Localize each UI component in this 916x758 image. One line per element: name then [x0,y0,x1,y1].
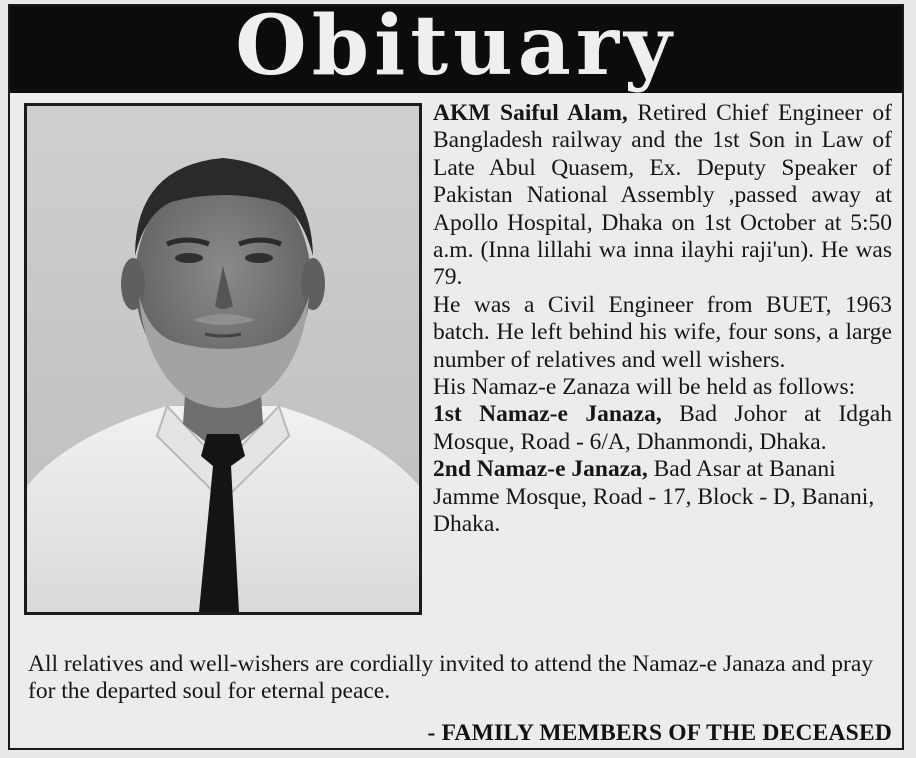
second-janaza-paragraph [433,456,892,538]
invitation-text-block [28,651,894,706]
deceased-name: AKM Saiful Alam, [433,100,628,126]
background-paragraph: He was a Civil Engineer from BUET, 1963 batch. He left behind his wife, four sons, a large number of relatives and well wishers. [433,291,892,373]
obituary-body [433,100,892,539]
signature-line: - FAMILY MEMBERS OF THE DECEASED [427,720,892,746]
first-janaza-label: 1st Namaz-e Janaza, [433,401,662,428]
portrait-photo [24,103,422,615]
announcement-paragraph [433,100,892,292]
obituary-notice [8,4,904,750]
second-janaza-details: Bad Asar at Banani Jamme Mosque, Road - 17, Block - D, Banani, Dhaka. [433,456,875,538]
first-janaza-paragraph [433,401,892,456]
portrait-illustration [27,106,419,612]
title-banner [10,6,902,93]
invitation-paragraph: All relatives and well-wishers are cordially invited to attend the Namaz-e Janaza and pray for the departed soul for eternal peace. [28,651,874,705]
page-title: Obituary [235,4,677,94]
second-janaza-label: 2nd Namaz-e Janaza, [433,456,648,483]
announcement-text: Retired Chief Engineer of Bangladesh railway and the 1st Son in Law of Late Abul Quasem, Ex. Deputy Speaker of Pakistan National Assembly ,passed away at Apollo Hospital, Dhaka on 1st October at 5:50 a.m. (Inna lillahi wa inna ilayhi raji'un). He was 79. [433,100,892,291]
first-janaza-details: Bad Johor at Idgah Mosque, Road - 6/A, Dhanmondi, Dhaka. [433,401,892,455]
prayer-intro-paragraph: His Namaz-e Zanaza will be held as follows: [433,374,856,401]
